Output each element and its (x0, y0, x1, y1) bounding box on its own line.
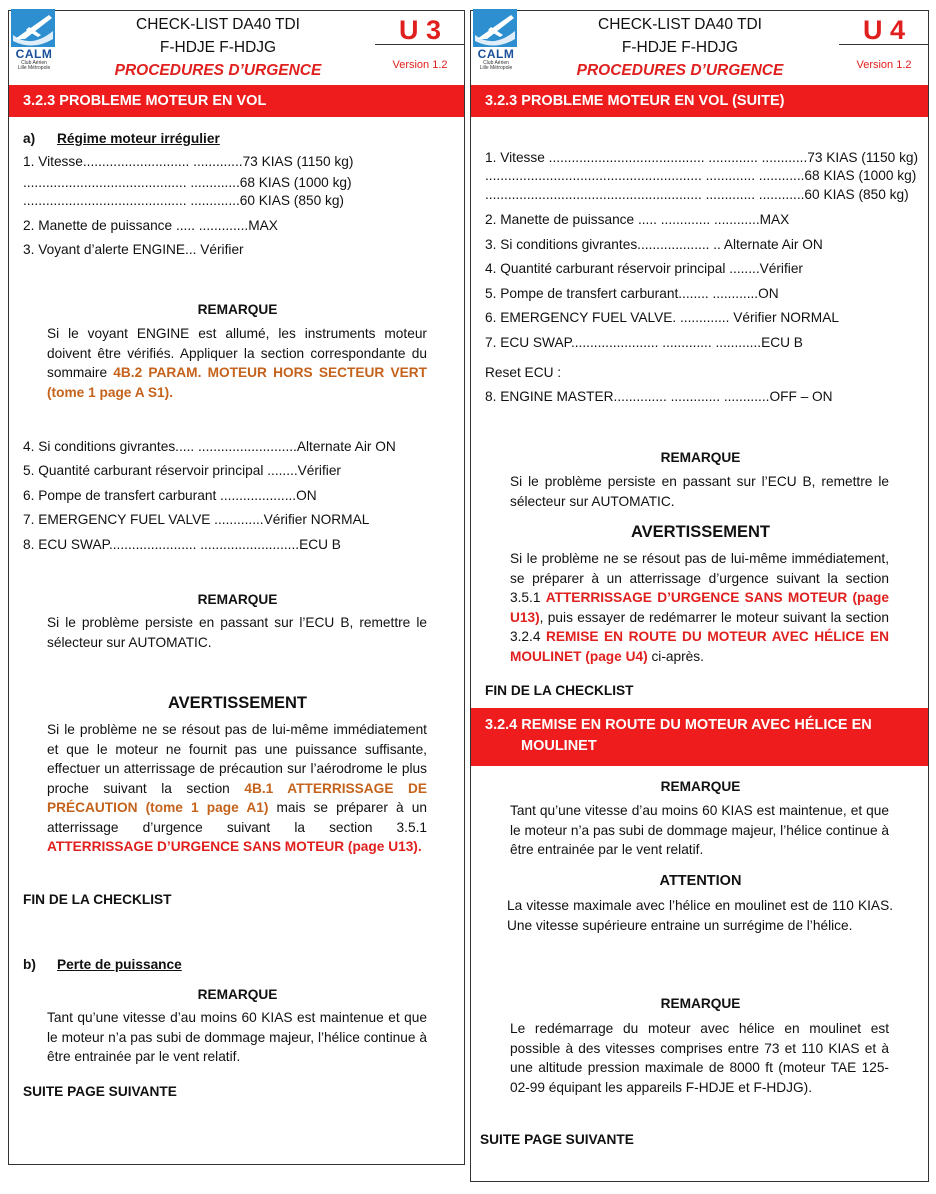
checklist-page-u4 (470, 10, 929, 1182)
checklist-item: 3. Si conditions givrantes................... .. Alternate Air ON (485, 237, 823, 252)
page-number-box (839, 11, 929, 71)
remark-title: REMARQUE (197, 302, 278, 317)
checklist-item: 4. Si conditions givrantes..... ..........................Alternate Air ON (23, 439, 396, 454)
remark-text: Tant qu’une vitesse d’au moins 60 KIAS est maintenue et que le moteur n’a pas subi de dommage majeur, l’hélice continue à être entrainée par le vent relatif. (47, 1010, 427, 1064)
checklist-item: ........................................... .............60 KIAS (850 kg) (23, 193, 344, 208)
section-header (471, 708, 928, 766)
checklist-item: 4. Quantité carburant réservoir principal ........Vérifier (485, 261, 803, 276)
remark-title: REMARQUE (197, 987, 278, 1002)
checklist-item: 2. Manette de puissance ..... ............. ............MAX (485, 212, 790, 227)
part-b-label: b) (23, 957, 36, 972)
logo-text: CALM (15, 47, 53, 61)
cross-reference-link[interactable]: REMISE EN ROUTE DU MOTEUR AVEC HÉLICE EN MOULINET (page U4) (510, 629, 889, 664)
checklist-item: 1. Vitesse ......................................... ............. ............73 KIAS (1150 kg) (485, 150, 919, 165)
section-header-line1: 3.2.4 REMISE EN ROUTE DU MOTEUR AVEC HÉLICE EN (485, 717, 872, 733)
remark-title: REMARQUE (197, 592, 278, 607)
page-number: U 3 (375, 11, 465, 45)
header-title (527, 13, 833, 82)
logo-text: CALM (477, 47, 515, 61)
warning-text: Si le problème ne se résout pas de lui-même immédiatement et que le moteur ne fournit pas une puissance suffisante, effectuer un atterrissage de précaution sur l’aérodrome le plus proche suivant la section 4B.1 ATTERRISSAGE DE PRÉCAUTION (tome 1 page A1) mais se préparer à un atterrissage d’urgence suivant la section 3.5.1 ATTERRISSAGE D’URGENCE SANS MOTEUR (page U13). (47, 722, 427, 854)
checklist-item: ........................................... .............68 KIAS (1000 kg) (23, 175, 352, 190)
end-of-checklist: FIN DE LA CHECKLIST (23, 892, 172, 907)
part-a-title: Régime moteur irrégulier (57, 131, 220, 146)
remark-text: Si le problème persiste en passant sur l’ECU B, remettre le sélecteur sur AUTOMATIC. (47, 615, 427, 650)
checklist-item: 1. Vitesse............................ .............73 KIAS (1150 kg) (23, 154, 354, 169)
logo-subtext: Club Aérien Lille Métropole (17, 60, 51, 71)
header-subtitle: PROCEDURES D’URGENCE (114, 62, 322, 79)
version-label: Version 1.2 (392, 59, 448, 71)
checklist-item: 7. ECU SWAP....................... ............. ............ECU B (485, 335, 803, 350)
section-header: 3.2.3 PROBLEME MOTEUR EN VOL (SUITE) (471, 85, 928, 117)
checklist-item: 2. Manette de puissance ..... .............MAX (23, 218, 278, 233)
checklist-item: Reset ECU : (485, 365, 562, 380)
cross-reference-link[interactable]: 4B.1 ATTERRISSAGE DE PRÉCAUTION (tome 1 page A1) (47, 780, 427, 815)
calm-logo (473, 9, 519, 71)
section-header-line2: MOULINET (521, 738, 597, 754)
checklist-item: 5. Quantité carburant réservoir principal ........Vérifier (23, 463, 341, 478)
remark-title: REMARQUE (660, 450, 741, 465)
warning-title: AVERTISSEMENT (630, 523, 771, 541)
calm-logo (11, 9, 57, 71)
checklist-item: 6. Pompe de transfert carburant ....................ON (23, 488, 317, 503)
checklist-item: 8. ECU SWAP....................... ..........................ECU B (23, 537, 341, 552)
remark-text: Le redémarrage du moteur avec hélice en moulinet est possible à des vitesses comprises entre 73 et 110 KIAS et à une altitude pression maximale de 8000 ft (moteur TAE 125-02-99 équipant les appareils F-HDJE et F-HDJG). (510, 1021, 889, 1095)
page-number: U 4 (839, 11, 929, 45)
remark-text: Si le problème persiste en passant sur l’ECU B, remettre le sélecteur sur AUTOMATIC. (510, 474, 889, 509)
remark-text: Si le voyant ENGINE est allumé, les instruments moteur doivent être vérifiés. Appliquer la section correspondante du sommaire 4B.2 PARAM. MOTEUR HORS SECTEUR VERT (tome 1 page A S1). (47, 326, 427, 400)
part-a-label: a) (23, 131, 36, 146)
page-number-box (375, 11, 465, 71)
checklist-item: 8. ENGINE MASTER.............. ............. ............OFF – ON (485, 389, 833, 404)
cross-reference-link[interactable]: 4B.2 PARAM. MOTEUR HORS SECTEUR VERT (tome 1 page A S1). (47, 365, 427, 400)
checklist-item: ......................................................... ............. ............68 KIAS (1000 kg) (485, 168, 917, 183)
header-title (65, 13, 371, 82)
header-title-line1: CHECK-LIST DA40 TDI (136, 16, 300, 33)
checklist-item: 5. Pompe de transfert carburant........ ............ON (485, 286, 779, 301)
cross-reference-link[interactable]: ATTERRISSAGE D’URGENCE SANS MOTEUR (page U13) (510, 590, 889, 625)
remark-title: REMARQUE (660, 779, 741, 794)
warning-title: AVERTISSEMENT (167, 694, 308, 712)
section-header: 3.2.3 PROBLEME MOTEUR EN VOL (9, 85, 464, 117)
cross-reference-link[interactable]: ATTERRISSAGE D’URGENCE SANS MOTEUR (page U13). (47, 839, 422, 854)
continue-next-page: SUITE PAGE SUIVANTE (23, 1084, 177, 1099)
end-of-checklist: FIN DE LA CHECKLIST (485, 683, 634, 698)
version-label: Version 1.2 (856, 59, 912, 71)
checklist-item: 7. EMERGENCY FUEL VALVE .............Vérifier NORMAL (23, 512, 370, 527)
attention-title: ATTENTION (659, 873, 742, 889)
header-title-line2: F-HDJE F-HDJG (621, 39, 739, 56)
checklist-item: 6. EMERGENCY FUEL VALVE. ............. Vérifier NORMAL (485, 310, 839, 325)
warning-text: Si le problème ne se résout pas de lui-même immédiatement, se préparer à un atterrissage d’urgence suivant la section 3.5.1 ATTERRISSAGE D’URGENCE SANS MOTEUR (page U13), puis essayer de redémarrer le moteur suivant la section 3.2.4 REMISE EN ROUTE DU MOTEUR AVEC HÉLICE EN MOULINET (page U4) ci-après. (510, 551, 889, 664)
checklist-item: 3. Voyant d’alerte ENGINE... Vérifier (23, 242, 244, 257)
header-title-line1: CHECK-LIST DA40 TDI (598, 16, 762, 33)
continue-next-page: SUITE PAGE SUIVANTE (480, 1132, 634, 1147)
attention-text: La vitesse maximale avec l’hélice en moulinet est de 110 KIAS. Une vitesse supérieure entraine un surrégime de l’hélice. (507, 898, 893, 933)
header-title-line2: F-HDJE F-HDJG (159, 39, 277, 56)
logo-subtext: Club Aérien Lille Métropole (479, 60, 513, 71)
checklist-item: ......................................................... ............. ............60 KIAS (850 kg) (485, 187, 909, 202)
remark-title: REMARQUE (660, 996, 741, 1011)
part-b-title: Perte de puissance (57, 957, 182, 972)
remark-text: Tant qu’une vitesse d’au moins 60 KIAS est maintenue, et que le moteur n’a pas subi de dommage majeur, l’hélice continue à être entrainée par le vent relatif. (510, 803, 889, 857)
header-subtitle: PROCEDURES D’URGENCE (576, 62, 784, 79)
checklist-page-u3 (8, 10, 465, 1165)
